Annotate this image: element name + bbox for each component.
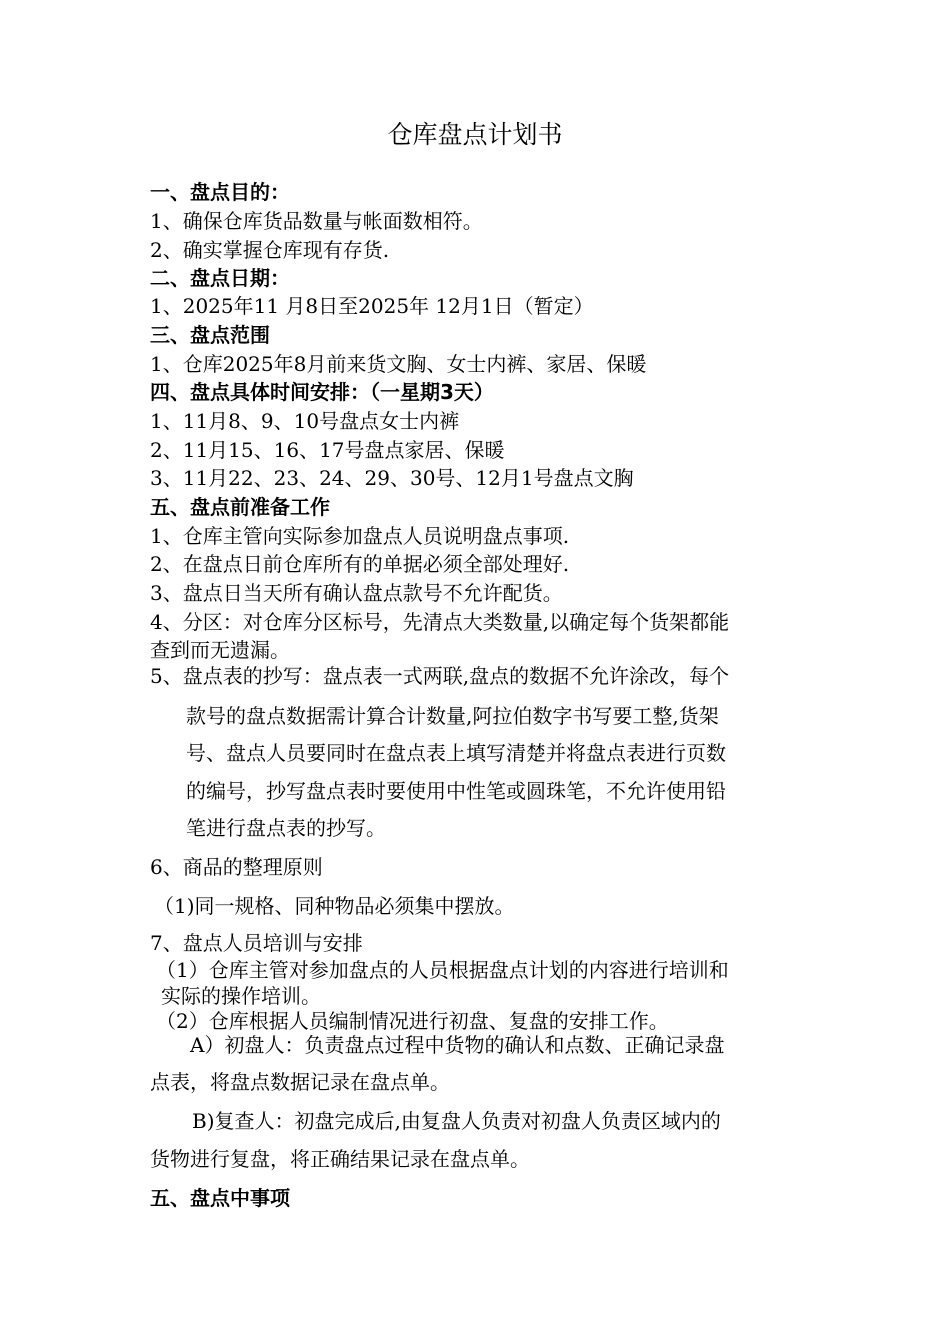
prep-item-5-line-1: 5、盘点表的抄写：盘点表一式两联,盘点的数据不允许涂改，每个 [150,664,730,688]
document-title: 仓库盘点计划书 [387,120,563,149]
prep-item-4-line-1: 4、分区：对仓库分区标号，先清点大类数量,以确定每个货架都能 [150,610,730,634]
prep-item-5-line-4: 的编号，抄写盘点表时要使用中性笔或圆珠笔，不允许使用铅 [186,779,726,803]
section-heading-during: 五、盘点中事项 [150,1186,290,1210]
schedule-item-1: 1、11月8、9、10号盘点女士内裤 [150,409,460,433]
prep-item-6-sub-1: （1)同一规格、同种物品必须集中摆放。 [154,894,515,918]
prep-item-2: 2、在盘点日前仓库所有的单据必须全部处理好. [150,552,570,576]
purpose-item-1: 1、确保仓库货品数量与帐面数相符。 [150,209,483,233]
schedule-item-2: 2、11月15、16、17号盘点家居、保暖 [150,438,505,462]
prep-item-1: 1、仓库主管向实际参加盘点人员说明盘点事项. [150,524,570,548]
section-heading-schedule: 四、盘点具体时间安排：（一星期3天） [150,380,494,404]
prep-item-5-line-2: 款号的盘点数据需计算合计数量,阿拉伯数字书写要工整,货架 [186,704,719,728]
schedule-item-3: 3、11月22、23、24、29、30号、12月1号盘点文胸 [150,466,634,490]
section-heading-purpose: 一、盘点目的： [150,180,290,204]
section-heading-scope: 三、盘点范围 [150,323,270,347]
prep-item-7-sub-4-line-1: B)复查人：初盘完成后,由复盘人负责对初盘人负责区域内的 [192,1109,721,1133]
section-heading-date: 二、盘点日期： [150,266,290,290]
prep-item-7: 7、盘点人员培训与安排 [150,931,363,955]
prep-item-5-line-5: 笔进行盘点表的抄写。 [186,816,386,840]
scope-item-1: 1、仓库2025年8月前来货文胸、女士内裤、家居、保暖 [150,352,647,376]
prep-item-7-sub-3-line-1: A）初盘人：负责盘点过程中货物的确认和点数、正确记录盘 [190,1033,725,1057]
prep-item-7-sub-3-line-2: 点表，将盘点数据记录在盘点单。 [150,1070,450,1094]
purpose-item-2: 2、确实掌握仓库现有存货. [150,238,390,262]
prep-item-7-sub-4-line-2: 货物进行复盘，将正确结果记录在盘点单。 [150,1147,530,1171]
prep-item-7-sub-2: （2）仓库根据人员编制情况进行初盘、复盘的安排工作。 [156,1009,669,1033]
prep-item-5-line-3: 号、盘点人员要同时在盘点表上填写清楚并将盘点表进行页数 [186,741,726,765]
section-heading-preparation: 五、盘点前准备工作 [150,495,330,519]
prep-item-6: 6、商品的整理原则 [150,855,323,879]
prep-item-3: 3、盘点日当天所有确认盘点款号不允许配货。 [150,581,563,605]
prep-item-7-sub-1-line-2: 实际的操作培训。 [161,984,321,1008]
prep-item-4-line-2: 查到而无遗漏。 [150,638,290,662]
date-item-1: 1、2025年11 月8日至2025年 12月1日（暂定） [150,294,594,318]
prep-item-7-sub-1-line-1: （1）仓库主管对参加盘点的人员根据盘点计划的内容进行培训和 [156,958,729,982]
